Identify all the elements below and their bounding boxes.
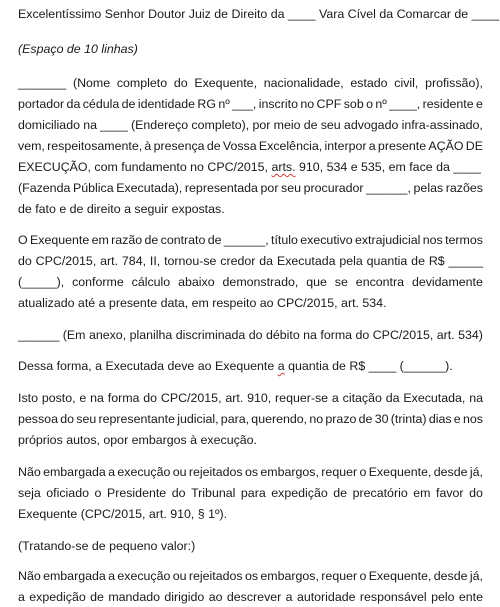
word: seu xyxy=(281,181,302,195)
word: para xyxy=(240,486,266,500)
word: _______ xyxy=(18,76,67,90)
word: inscrito xyxy=(258,97,298,111)
word: sob xyxy=(343,97,364,111)
word: Executada, xyxy=(403,391,466,405)
word: art. xyxy=(100,254,119,268)
word: por xyxy=(260,181,279,195)
word: nos xyxy=(422,233,443,247)
paragraph-1-line-2 xyxy=(18,94,483,114)
word: (trinta) xyxy=(390,412,427,426)
word: representante xyxy=(98,412,175,426)
word: residente xyxy=(422,97,474,111)
word: pelo xyxy=(431,590,455,604)
word: ______, xyxy=(366,181,411,195)
word: de xyxy=(411,254,425,268)
word: embargada xyxy=(43,569,106,583)
word: interpor xyxy=(324,139,367,153)
word: meio xyxy=(273,118,301,132)
word: do xyxy=(18,254,32,268)
word: termos xyxy=(445,233,483,247)
word: cédula xyxy=(82,97,120,111)
paragraph-6-line-1 xyxy=(18,462,483,482)
word: favor xyxy=(436,486,464,500)
word: devidamente xyxy=(411,275,483,289)
word: posto, xyxy=(41,391,76,405)
word: 784, xyxy=(121,254,147,268)
word: requer-se xyxy=(275,391,329,405)
word: ou xyxy=(172,569,187,583)
spacing-note: (Espaço de 10 linhas) xyxy=(18,42,138,56)
paragraph-6-line-3: Exequente (CPC/2015, art. 910, § 1º). xyxy=(18,507,228,521)
text-segment: quantia de R$ ____ (______). xyxy=(288,359,453,373)
word: vem, xyxy=(18,139,45,153)
word: já, xyxy=(469,465,483,479)
word: em xyxy=(91,233,109,247)
word: do xyxy=(469,486,483,500)
word: a xyxy=(285,590,293,604)
word: (Fazenda xyxy=(18,181,71,195)
word: pessoa xyxy=(18,412,58,426)
word: forma xyxy=(107,391,140,405)
word: ou xyxy=(172,465,187,479)
paragraph-1-line-1 xyxy=(18,73,483,93)
paragraph-1-line-4 xyxy=(18,136,483,156)
word: à xyxy=(144,139,152,153)
word: mandado xyxy=(108,590,160,604)
word: o xyxy=(359,569,367,583)
word: conforme xyxy=(72,275,124,289)
word: completo xyxy=(116,76,168,90)
word: profissão), xyxy=(425,76,483,90)
word: ente xyxy=(458,590,483,604)
word: título xyxy=(271,233,298,247)
word: (Nome xyxy=(72,76,111,90)
word: identidade xyxy=(137,97,196,111)
word: 30 xyxy=(374,412,389,426)
word: seja xyxy=(18,486,41,500)
paragraph-1-line-3 xyxy=(18,115,483,135)
word: da xyxy=(259,254,274,268)
word: Executada), xyxy=(116,181,183,195)
word: a xyxy=(331,391,339,405)
word: presente xyxy=(377,139,427,153)
text-segment: 910, 534 e 535, em face da ____ xyxy=(299,160,481,174)
word: portador xyxy=(18,97,65,111)
word: expedição xyxy=(29,590,86,604)
word: R$ xyxy=(428,254,445,268)
word: contrato xyxy=(160,233,206,247)
word: embargos, xyxy=(260,465,319,479)
word: respeitosamente, xyxy=(47,139,143,153)
word: pelas xyxy=(413,181,444,195)
word: executivo xyxy=(300,233,353,247)
word: citação xyxy=(342,391,382,405)
word: AÇÃO xyxy=(428,139,464,153)
word: que xyxy=(306,275,327,289)
word: infra-assinado, xyxy=(401,118,483,132)
paragraph-1-line-5 xyxy=(18,157,481,177)
word: nos xyxy=(462,412,483,426)
word: O xyxy=(18,233,28,247)
word: do xyxy=(171,486,186,500)
word: ______, xyxy=(223,233,269,247)
word: do xyxy=(173,76,188,90)
word: 910, xyxy=(247,391,272,405)
word: demonstrado, xyxy=(222,275,299,289)
word: e xyxy=(476,97,483,111)
word: Vossa xyxy=(222,139,257,153)
word: expedição xyxy=(271,486,328,500)
paragraph-2-line-3 xyxy=(18,272,483,292)
word: os xyxy=(244,569,259,583)
word: precatório xyxy=(352,486,408,500)
word: e xyxy=(453,412,461,426)
word: descrever xyxy=(226,590,282,604)
word: em xyxy=(413,486,431,500)
word: de xyxy=(206,139,221,153)
word: para, xyxy=(220,412,250,426)
word: seu xyxy=(76,412,97,426)
word: tornou-se xyxy=(164,254,217,268)
word: de xyxy=(303,118,318,132)
paragraph-1-line-6 xyxy=(18,178,483,198)
word: Exequente, xyxy=(368,465,432,479)
word: seu xyxy=(320,118,341,132)
word: dirigido xyxy=(164,590,205,604)
word: nº xyxy=(218,97,230,111)
word: (_____), xyxy=(18,275,65,289)
word: do xyxy=(60,412,75,426)
word: execução xyxy=(117,465,171,479)
word: _____ xyxy=(448,254,483,268)
word: razão xyxy=(111,233,143,247)
word: DE xyxy=(465,139,483,153)
word: representada xyxy=(184,181,258,195)
word: (Endereço xyxy=(131,118,189,132)
word: presença xyxy=(153,139,205,153)
word: dias xyxy=(428,412,452,426)
word: razões xyxy=(445,181,483,195)
word: ___, xyxy=(232,97,257,111)
word: procurador xyxy=(303,181,364,195)
word: Não xyxy=(18,569,41,583)
word: encontra xyxy=(355,275,405,289)
word: e xyxy=(79,391,87,405)
paragraph-2-line-2 xyxy=(18,251,483,271)
word: ____ xyxy=(100,118,128,132)
paragraph-6-line-2 xyxy=(18,483,483,503)
word: desde xyxy=(433,569,468,583)
word: os xyxy=(244,465,259,479)
word: Executada xyxy=(276,254,336,268)
word: de xyxy=(90,590,104,604)
word: por xyxy=(252,118,271,132)
paragraph-8-line-2 xyxy=(18,587,483,607)
word: a xyxy=(18,590,25,604)
word: embargos, xyxy=(260,569,319,583)
paragraph-5-line-2 xyxy=(18,409,483,429)
word: cálculo xyxy=(131,275,171,289)
paragraph-1-line-7: de fato e de direito a seguir expostas. xyxy=(18,202,225,216)
spellcheck-word[interactable]: arts. xyxy=(271,160,296,174)
word: a xyxy=(368,139,376,153)
word: extrajudicial xyxy=(354,233,421,247)
word: de xyxy=(121,97,136,111)
text-segment: EXECUÇÃO, com fundamento no CPC/2015, xyxy=(18,160,268,174)
word: rejeitados xyxy=(188,569,243,583)
word: de xyxy=(144,233,159,247)
word: RG xyxy=(197,97,216,111)
paragraph-3: ______ (Em anexo, planilha discriminada do débito na forma do CPC/2015, art. 534) xyxy=(18,328,483,342)
word: judicial, xyxy=(177,412,219,426)
word: completo), xyxy=(191,118,250,132)
word: prazo xyxy=(325,412,357,426)
word: requer xyxy=(321,569,358,583)
word: querendo, xyxy=(251,412,308,426)
word: domiciliado xyxy=(18,118,80,132)
word: de xyxy=(333,486,348,500)
paragraph-7: (Tratando-se de pequeno valor:) xyxy=(18,539,196,553)
word: advogado xyxy=(343,118,399,132)
word: abaixo xyxy=(178,275,215,289)
paragraph-5-line-1 xyxy=(18,388,483,408)
word: CPC/2015, xyxy=(35,254,97,268)
word: execução xyxy=(117,569,171,583)
word: civil, xyxy=(394,76,419,90)
text-segment: Dessa forma, a Executada deve ao Exequente xyxy=(18,359,275,373)
word: Não xyxy=(18,465,41,479)
word: CPF xyxy=(316,97,342,111)
word: II, xyxy=(149,254,161,268)
word: requer xyxy=(321,465,358,479)
word: oficiado xyxy=(46,486,89,500)
word: a xyxy=(108,569,116,583)
word: a xyxy=(108,465,116,479)
word: Excelência, xyxy=(258,139,323,153)
word: credor xyxy=(220,254,256,268)
word: nacionalidade, xyxy=(263,76,344,90)
spellcheck-word[interactable]: a xyxy=(277,359,285,373)
word: Tribunal xyxy=(191,486,236,500)
word: da xyxy=(66,97,81,111)
word: no xyxy=(309,412,324,426)
word: Exequente xyxy=(29,233,90,247)
word: Pública xyxy=(72,181,114,195)
word: na xyxy=(469,391,483,405)
word: de xyxy=(358,412,373,426)
word: da xyxy=(385,391,400,405)
document-header: Excelentíssimo Senhor Doutor Juiz de Direito da ____ Vara Cível da Comarcar de ____ xyxy=(18,7,500,21)
paragraph-4 xyxy=(18,356,453,376)
word: na xyxy=(90,391,104,405)
word: nº xyxy=(375,97,387,111)
word: no xyxy=(300,97,315,111)
word: o xyxy=(366,97,374,111)
word: quantia xyxy=(366,254,408,268)
word: embargada xyxy=(43,465,106,479)
word: CPC/2015, xyxy=(160,391,222,405)
word: estado xyxy=(350,76,388,90)
paragraph-8-line-1 xyxy=(18,566,483,586)
word: Exequente, xyxy=(194,76,258,90)
word: na xyxy=(83,118,97,132)
paragraph-2-line-4: atualizado até a presente data, em respeito ao CPC/2015, art. 534. xyxy=(18,296,387,310)
word: desde xyxy=(433,465,468,479)
word: autoridade xyxy=(296,590,356,604)
word: Isto xyxy=(18,391,38,405)
word: do xyxy=(143,391,158,405)
word: rejeitados xyxy=(188,465,243,479)
word: ao xyxy=(208,590,223,604)
word: Presidente xyxy=(106,486,167,500)
word: já, xyxy=(469,569,483,583)
word: de xyxy=(207,233,222,247)
word: o xyxy=(94,486,102,500)
paragraph-5-line-3: próprios autos, opor embargos à execução. xyxy=(18,433,258,447)
word: se xyxy=(334,275,348,289)
word: art. xyxy=(225,391,244,405)
paragraph-2-line-1 xyxy=(18,230,483,250)
word: o xyxy=(359,465,367,479)
word: responsável xyxy=(359,590,427,604)
word: pela xyxy=(339,254,363,268)
word: Exequente, xyxy=(368,569,432,583)
word: ____, xyxy=(389,97,421,111)
